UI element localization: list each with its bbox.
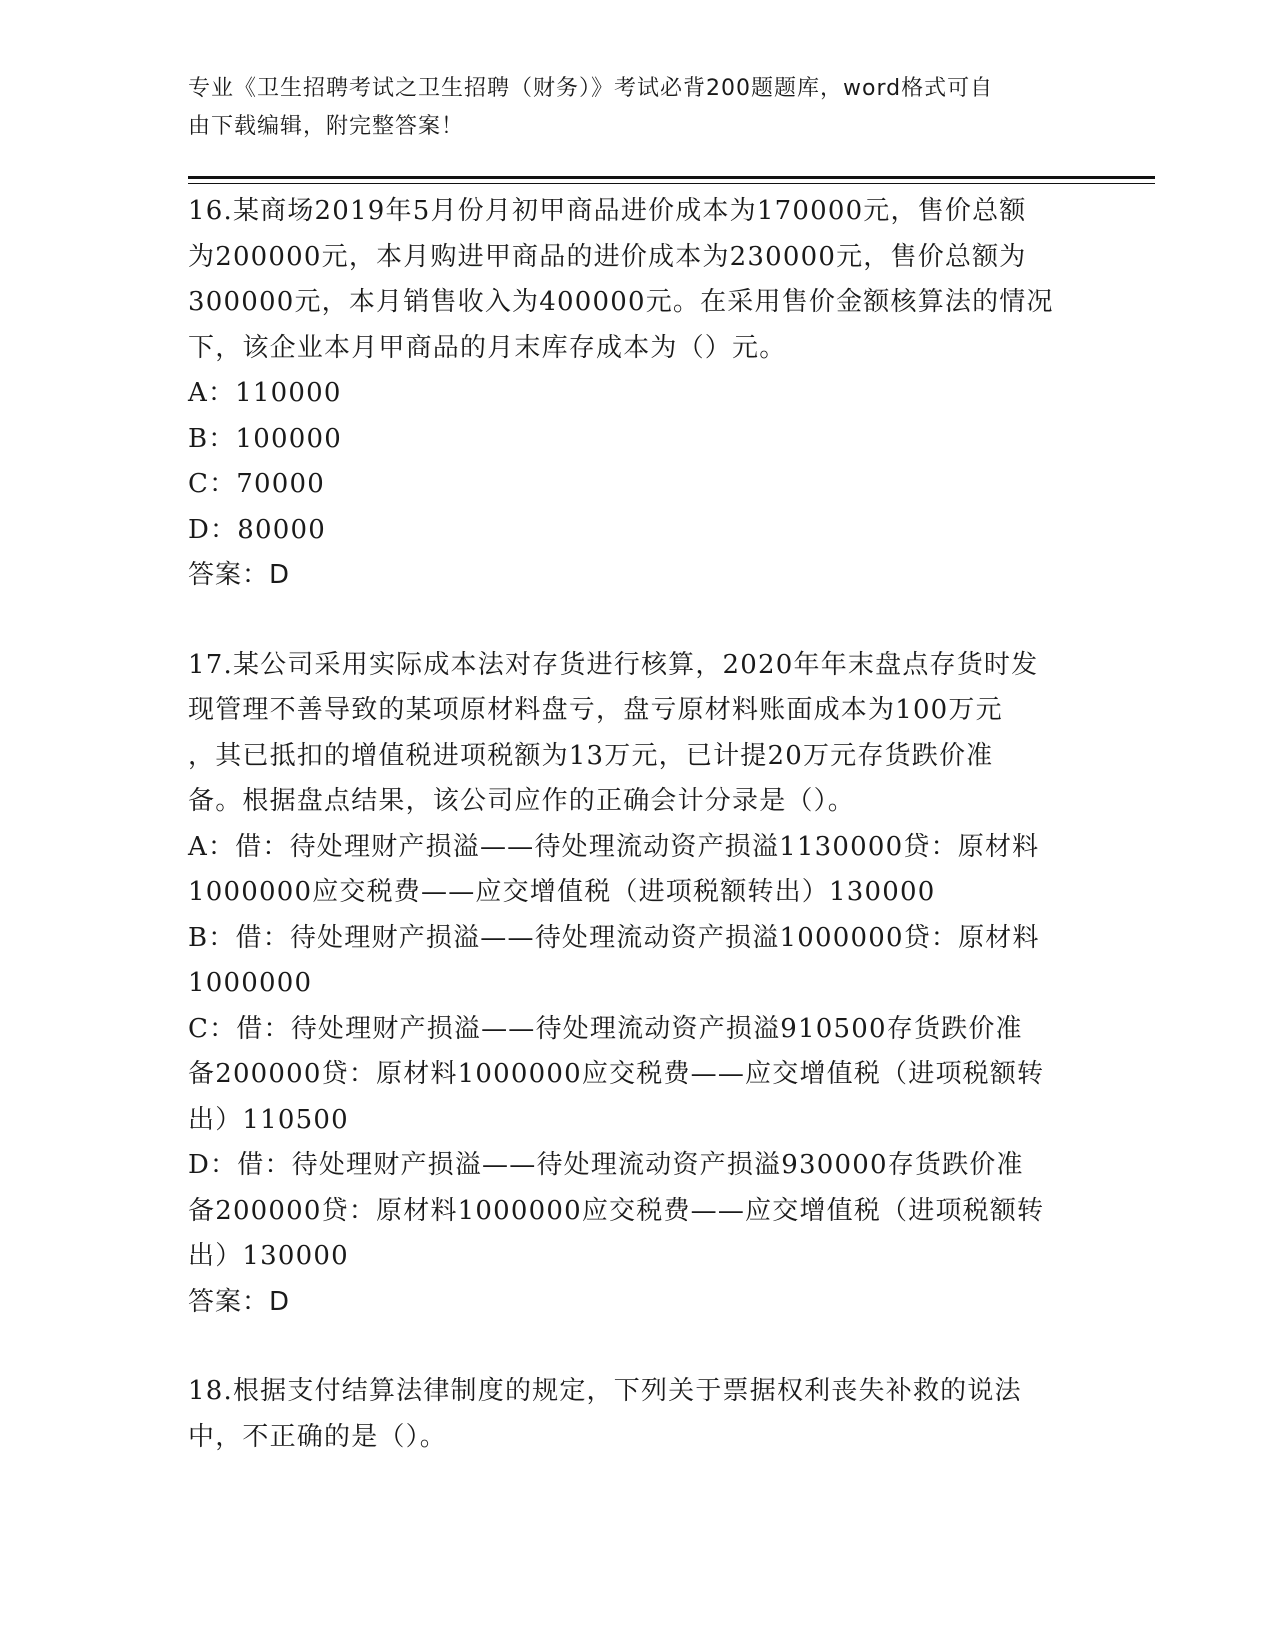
question-stem-line: 现管理不善导致的某项原材料盘亏，盘亏原材料账面成本为100万元 bbox=[188, 695, 1003, 725]
option-d-continued: 出）130000 bbox=[188, 1241, 349, 1271]
question-18 bbox=[188, 1369, 1088, 1460]
option-b-continued: 1000000 bbox=[188, 968, 313, 998]
question-stem-line: 中，不正确的是（）。 bbox=[188, 1421, 448, 1452]
option-d: D：80000 bbox=[188, 514, 326, 545]
document-header bbox=[188, 70, 1068, 146]
answer-label: 答案：D bbox=[188, 560, 291, 590]
option-c-continued: 出）110500 bbox=[188, 1104, 349, 1135]
option-a: A：110000 bbox=[188, 378, 342, 408]
option-c-continued: 备200000贷：原材料1000000应交税费——应交增值税（进项税额转 bbox=[188, 1059, 1045, 1089]
question-stem-line: 下，该企业本月甲商品的月末库存成本为（）元。 bbox=[188, 332, 787, 363]
question-stem-line: 为200000元，本月购进甲商品的进价成本为230000元，售价总额为 bbox=[188, 241, 1027, 272]
question-stem-line: 300000元，本月销售收入为400000元。在采用售价金额核算法的情况 bbox=[188, 287, 1054, 317]
question-list bbox=[188, 189, 1088, 1504]
question-stem-line: ，其已抵扣的增值税进项税额为13万元，已计提20万元存货跌价准 bbox=[188, 740, 994, 771]
option-d-continued: 备200000贷：原材料1000000应交税费——应交增值税（进项税额转 bbox=[188, 1195, 1045, 1226]
option-b: B：借：待处理财产损溢——待处理流动资产损溢1000000贷：原材料 bbox=[188, 922, 1040, 953]
question-stem-line: 18.根据支付结算法律制度的规定，下列关于票据权利丧失补救的说法 bbox=[188, 1376, 1022, 1406]
header-line-2: 由下载编辑，附完整答案！ bbox=[188, 114, 465, 139]
header-line-1: 专业《卫生招聘考试之卫生招聘（财务）》考试必背200题题库，word格式可自 bbox=[188, 76, 994, 101]
option-a-continued: 1000000应交税费——应交增值税（进项税额转出）130000 bbox=[188, 877, 936, 907]
question-stem-line: 16.某商场2019年5月份月初甲商品进价成本为170000元，售价总额 bbox=[188, 196, 1027, 226]
option-a: A：借：待处理财产损溢——待处理流动资产损溢1130000贷：原材料 bbox=[188, 831, 1040, 862]
header-divider-thick bbox=[188, 176, 1155, 179]
option-c: C：借：待处理财产损溢——待处理流动资产损溢910500存货跌价准 bbox=[188, 1013, 1023, 1044]
question-stem-line: 备。根据盘点结果，该公司应作的正确会计分录是（）。 bbox=[188, 786, 856, 816]
answer-label: 答案：D bbox=[188, 1286, 291, 1317]
option-c: C：70000 bbox=[188, 469, 326, 499]
question-16 bbox=[188, 189, 1088, 599]
header-divider-thin bbox=[188, 183, 1155, 184]
question-stem-line: 17.某公司采用实际成本法对存货进行核算，2020年年末盘点存货时发 bbox=[188, 649, 1039, 680]
question-17 bbox=[188, 643, 1088, 1326]
option-b: B：100000 bbox=[188, 423, 342, 454]
option-d: D：借：待处理财产损溢——待处理流动资产损溢930000存货跌价准 bbox=[188, 1150, 1024, 1180]
